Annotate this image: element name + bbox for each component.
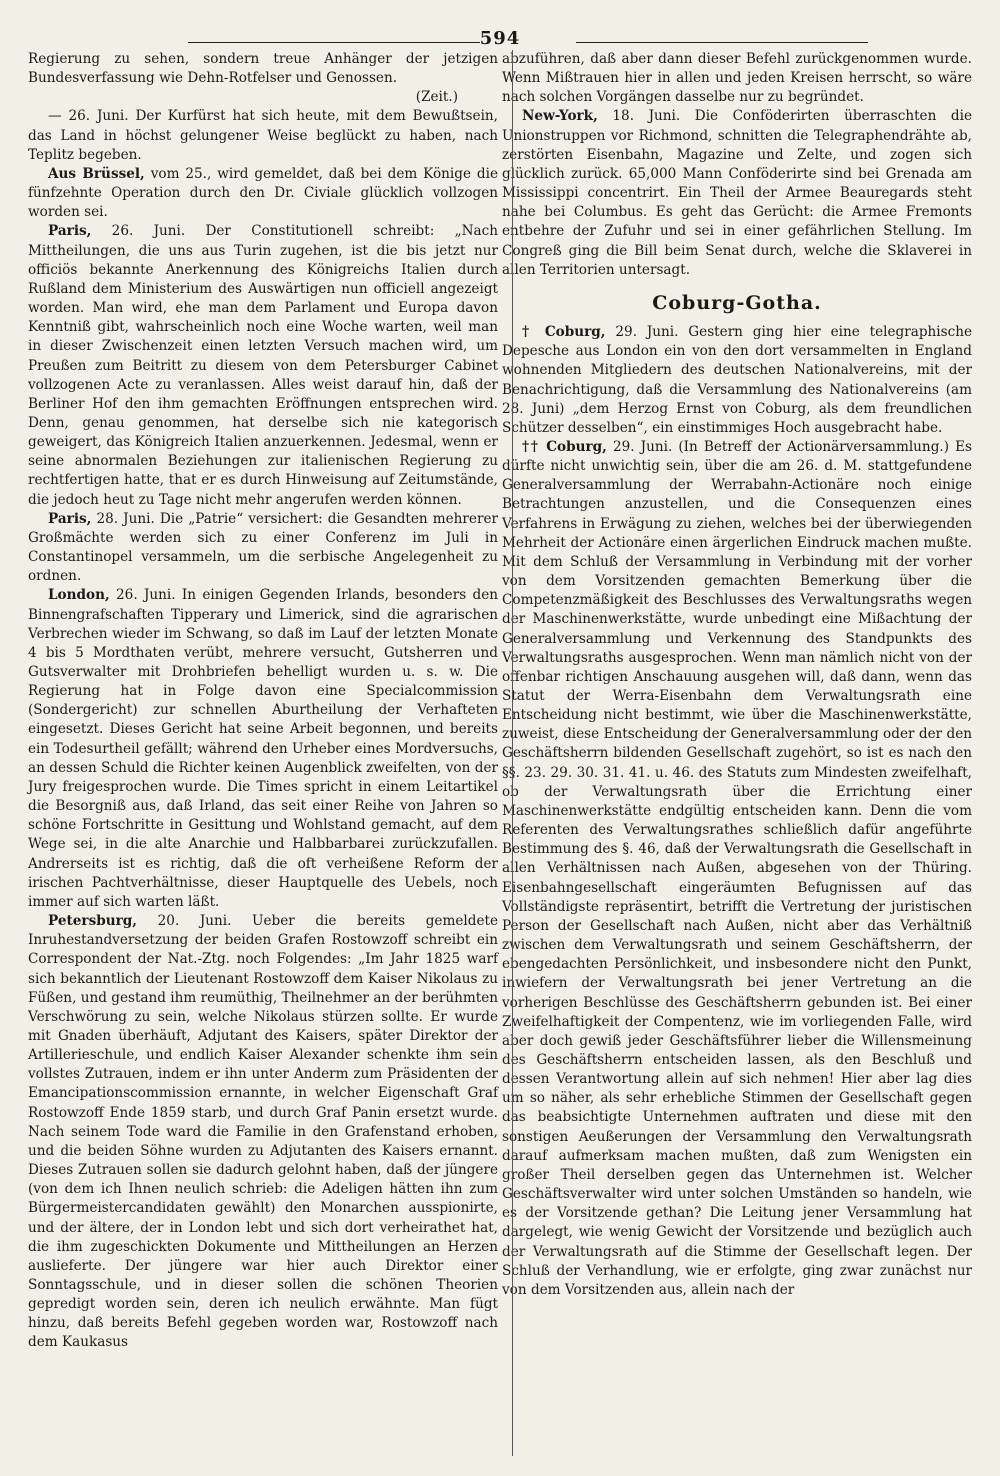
- article-paragraph: Aus Brüssel, vom 25., wird gemeldet, daß bei dem Könige die fünfzehnte Operation durch den Dr. Civiale glücklich vollzogen worden sei.: [28, 165, 498, 221]
- dateline-place: †† Coburg,: [522, 438, 607, 455]
- dateline-place: New-York,: [522, 108, 598, 125]
- dateline-place: Paris,: [48, 510, 92, 527]
- dateline-place: Paris,: [48, 223, 92, 240]
- source-signature: (Zeit.): [415, 89, 458, 106]
- article-paragraph: Regierung zu sehen, sondern treue Anhänger der jetzigen Bundesverfassung wie Dehn-Rotfelser und Genossen.: [28, 51, 498, 87]
- dateline-place: Aus Brüssel,: [48, 165, 145, 182]
- page-number: 594: [479, 28, 521, 49]
- article-paragraph: † Coburg, 29. Juni. Gestern ging hier eine telegraphische Depesche aus London ein von den dort versammelten in England wohnenden Mitgliedern des deutschen Nationalvereins, mit der Benachrichtigung, daß die Versammlung des Nationalvereins (am 28. Juni) „dem Herzog Ernst von Coburg, als dem freundlichen Schützer desselben“, ein einstimmiges Hoch ausgebracht habe.: [502, 324, 973, 436]
- article-paragraph: Paris, 26. Juni. Der Constitutionell schreibt: „Nach Mittheilungen, die uns aus Turin zugehen, ist die bis jetzt nur officiös bekannte Anerkennung des Königreichs Italien durch Rußland dem Ministerium des Auswärtigen nun officiell angezeigt worden. Man wird, ehe man dem Parlament und Europa davon Kenntniß gibt, wahrscheinlich noch eine Woche warten, weil man in dieser Zwischenzeit einen letzten Versuch machen wird, um Preußen zum Beitritt zu diesem von dem Petersburger Cabinet vollzogenen Acte zu veranlassen. Alles weist darauf hin, daß der Berliner Hof den ihm gemachten Eröffnungen entsprechen wird. Denn, genau genommen, hat derselbe sich nie kategorisch geweigert, das Königreich Italien anzuerkennen. Jedesmal, wenn er seine abnormalen Beziehungen zur italienischen Regierung zu rechtfertigen hatte, that er es durch Hinweisung auf Zeitumstände, die jedoch heut zu Tage nicht mehr angerufen werden können.: [28, 223, 498, 508]
- article-paragraph: — 26. Juni. Der Kurfürst hat sich heute, mit dem Bewußtsein, das Land in höchst gelungener Weise beglückt zu haben, nach Teplitz begeben.: [28, 108, 498, 163]
- column-divider: [512, 50, 513, 1456]
- article-paragraph: †† Coburg, 29. Juni. (In Betreff der Actionärversammlung.) Es dürfte nicht unwichtig sein, über die am 26. d. M. stattgefundene Generalversammlung der Werrabahn-Actionäre noch einige Betrachtungen anzustellen, und die Consequenzen eines Verfahrens in Erwägung zu ziehen, welches bei der überwiegenden Mehrheit der Actionäre einen ärgerlichen Eindruck machen mußte. Mit dem Schluß der Versammlung in Verbindung mit der vorher von dem Vorsitzenden gemachten Bemerkung über die Competenzmäßigkeit des Beschlusses des Verwaltungsraths wegen der Maschinenwerkstätte, wurde unbedingt eine Mißachtung der Generalversammlung und Verkennung des Standpunkts des Verwaltungsraths ausgesprochen. Wenn man nämlich nicht von der offenbar richtigen Anschauung ausgehen will, daß dann, wenn das Statut der Werra-Eisenbahn dem Verwaltungsrath eine Entscheidung nicht bestimmt, wie über die Maschinenwerkstätte, zuweist, diese Entscheidung der Generalversammlung oder der den Geschäftsherrn bildenden Gesellschaft zugehört, so ist es nach den §§. 23. 29. 30. 31. 41. u. 46. des Statuts zum Mindesten zweifelhaft, ob der Verwaltungsrath über die Errichtung einer Maschinenwerkstätte endgültig entscheiden kann. Denn die vom Referenten des Verwaltungsrathes schließlich dafür angeführte Bestimmung des §. 46, daß der Verwaltungsrath die Gesellschaft in allen Verhältnissen nach Außen, abgesehen von der Thüring. Eisenbahngesellschaft eingeräumten Befugnissen auf das Vollständigste repräsentirt, betrifft die Vertretung der juristischen Person der Gesellschaft nach Außen, nicht aber das Verhältniß zwischen dem Verwaltungsrath und seinem Geschäftsherrn, der ebengedachten Persönlichkeit, und insbesondere nicht den Punkt, inwiefern der Verwaltungsrath bei jener Vertretung an die vorherigen Beschlüsse des Geschäftsherrn gebunden ist. Bei einer Zweifelhaftigkeit der Compentenz, wie im vorliegenden Falle, wird aber doch gewiß jeder Geschäftsführer lieber die Willensmeinung des Geschäftsherrn entscheiden lassen, als den Beschluß und dessen Verantwortung allein auf sich nehmen! Hier aber lag dies um so näher, als sehr erhebliche Stimmen der Gesellschaft gegen das beabsichtigte Unternehmen auftraten und diese mit den sonstigen Aeußerungen der Versammlung den Verwaltungsrath darauf aufmerksam machen mußten, daß zum Wenigsten ein großer Theil derselben gegen das Unternehmen ist. Welcher Geschäftsverwalter wird unter solchen Umständen so handeln, wie es der Vorsitzende gethan? Die Leitung jener Versammlung hat dargelegt, wie wenig Gewicht der Vorsitzende und bezüglich auch der Verwaltungsrath auf die Stimme der Gesellschaft legen. Der Schluß der Verhandlung, wie er erfolgte, ging zwar zunächst nur von dem Vorsitzenden aus, allein nach der: [502, 438, 972, 1298]
- dateline-place: † Coburg,: [522, 324, 606, 341]
- article-paragraph: Paris, 28. Juni. Die „Patrie“ versichert: die Gesandten mehrerer Großmächte werden sich zu einer Conferenz im Juli in Constantinopel versammeln, um die serbische Angelegenheit zu ordnen.: [28, 510, 499, 585]
- section-heading: Coburg-Gotha.: [652, 291, 822, 314]
- page-header: [28, 16, 972, 50]
- text-columns: [28, 50, 972, 1460]
- article-paragraph: New-York, 18. Juni. Die Conföderirten überraschten die Unionstruppen vor Richmond, schnitten die Telegraphendrähte ab, zerstörten Eisenbahn, Magazine und Zelte, und zogen sich glücklich zurück. 65,000 Mann Conföderirte sind bei Grenada am Mississippi concentrirt. Ein Theil der Armee Beauregards steht nahe bei Columbus. Es geht das Gerücht: die Armee Fremonts entbehre der Zufuhr und sei in einer gefährlichen Stellung. Im Congreß ging die Bill beim Senat durch, welche die Sklaverei in allen Territorien untersagt.: [502, 108, 972, 278]
- article-paragraph: abzuführen, daß aber dann dieser Befehl zurückgenommen wurde. Wenn Mißtrauen hier in allen und jeden Kreisen herrscht, so wäre nach solchen Vorgängen dasselbe nur zu begründet.: [502, 51, 972, 106]
- header-rule-right: [576, 42, 868, 43]
- article-paragraph: Petersburg, 20. Juni. Ueber die bereits gemeldete Inruhestandversetzung der beiden Grafen Rostowzoff schreibt ein Correspondent der Nat.-Ztg. noch Folgendes: „Im Jahr 1825 warf sich bekanntlich der Lieutenant Rostowzoff dem Kaiser Nikolaus zu Füßen, und gestand ihm reumüthig, Theilnehmer an der berühmten Verschwörung zu sein, welche Nikolaus stürzen sollte. Er wurde mit Gnaden überhäuft, Adjutant des Kaisers, später Direktor der Artillerieschule, und endlich Kaiser Alexander schenkte ihm sein vollstes Zutrauen, indem er ihn unter Anderm zum Präsidenten der Emancipationscommission ernannte, in welcher Eigenschaft Graf Rostowzoff Ende 1859 starb, und durch Graf Panin ersetzt wurde. Nach seinem Tode ward die Familie in den Grafenstand erhoben, und die beiden Söhne wurden zu Adjutanten des Kaisers ernannt. Dieses Zutrauen sollen sie dadurch gelohnt haben, daß der jüngere (von dem ich Ihnen neulich schrieb: die Adeligen hätten ihn zum Bürgermeistercandidaten gewählt) den Monarchen ausspionirte, und der ältere, der in London lebt und sich dort verheirathet hat, die ihm zugeschickten Dokumente und Mittheilungen an Herzen auslieferte. Der jüngere war hier auch Direktor einer Sonntagsschule, und in dieser sollen die schönen Theorien gepredigt worden sein, deren ich neulich erwähnte. Man fügt hinzu, daß bereits Befehl gegeben worden war, Rostowzoff nach dem Kaukasus: [28, 913, 498, 1351]
- article-paragraph: London, 26. Juni. In einigen Gegenden Irlands, besonders den Binnengrafschaften Tipperary und Limerick, sind die agrarischen Verbrechen wieder im Schwang, so daß im Lauf der letzten Monate 4 bis 5 Mordthaten verübt, mehrere versucht, Gutsherren und Gutsverwalter mit Drohbriefen behelligt wurden u. s. w. Die Regierung hat in Folge davon eine Specialcommission (Sondergericht) zur schnellen Aburtheilung der Verhafteten eingesetzt. Dieses Gericht hat seine Arbeit begonnen, und bereits ein Todesurtheil gefällt; während den Urheber eines Mordversuchs, an dessen Schuld die Richter keinen Augenblick zweifelten, von der Jury freigesprochen wurde. Die Times spricht in einem Leitartikel die Besorgniß aus, daß Irland, das seit einer Reihe von Jahren so schöne Fortschritte in Gesittung und Wohlstand gemacht, auf dem Wege sei, in die alte Anarchie und Halbbarbarei zurückzufallen. Andrerseits ist es richtig, daß die oft verheißene Reform der irischen Pachtverhältnisse, dieser Hauptquelle des Uebels, noch immer auf sich warten läßt.: [28, 587, 498, 910]
- right-column: [502, 50, 972, 1460]
- left-column: [28, 50, 498, 1460]
- dateline-place: Petersburg,: [48, 913, 138, 930]
- dateline-place: London,: [48, 587, 110, 604]
